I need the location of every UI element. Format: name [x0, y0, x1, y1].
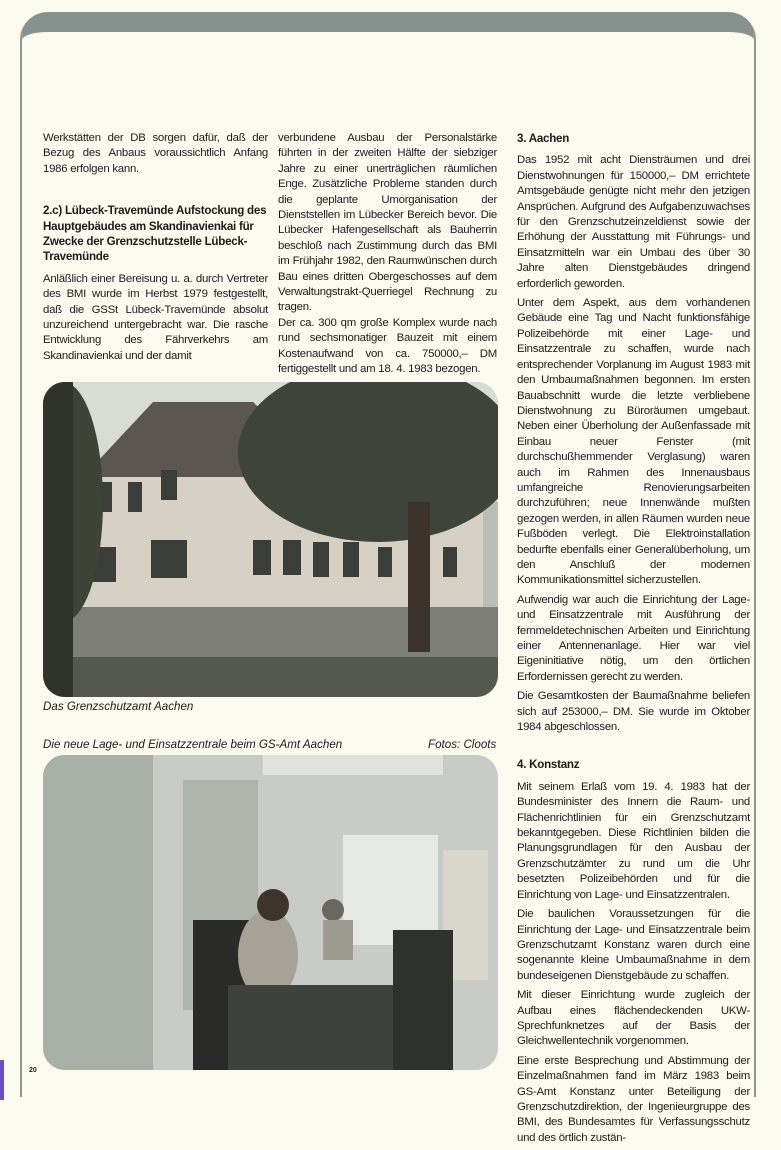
section-heading: 2.c) Lübeck-Travemünde Aufstockung des Hauptgebäudes am Skandinavienkai für Zwecke der Grenzschutzstelle Lübeck-Travemünde: [43, 204, 267, 264]
column-1: [43, 131, 268, 368]
paragraph: Anläßlich einer Bereisung u. a. durch Vertreter des BMI wurde im Herbst 1979 festgestellt, daß die GSSt Lübeck-Travemünde absolut unzureichend untergebracht war. Die rasche Entwicklung des Fährverkehrs am Skandinavienkai und der damit: [43, 272, 268, 362]
column-3: [517, 131, 750, 1150]
paragraph: Aufwendig war auch die Einrichtung der Lage- und Einsatzzentrale mit Ausführung der fernmeldetechnischen Arbeiten und Einrichtung einer Antennenanlage. Hier war viel Eigeninitiative nötig, um den örtlichen Erfordernissen gerecht zu werden.: [517, 593, 750, 683]
paragraph: verbundene Ausbau der Personalstärke führten in der zweiten Hälfte der siebziger Jahre zu einer unerträglichen räumlichen Enge. Zusätzliche Probleme standen durch die geplante Umorganisation der Dienststellen im Lübecker Bereich bevor. Die Lübecker Hafengesellschaft als Bauherrin beschloß nach Zustimmung durch das BMI im Frühjahr 1982, den Raumwünschen durch Bau eines dritten Obergeschosses auf dem Verwaltungstrakt-Querriegel Rechnung zu tragen.: [278, 132, 497, 314]
scan-edge: [0, 1060, 4, 1100]
paragraph: Mit seinem Erlaß vom 19. 4. 1983 hat der Bundesminister des Innern die Raum- und Flächenrichtlinien für ein Grenzschutzamt bekanntgegeben. Diese Richtlinien bilden die Planungsgrundlagen für den Ausbau der Grenzschutzämter zu rund um die Uhr besetzten Polizeibehörden und für die Einrichtung von Lage- und Einsatzzentralen.: [517, 780, 750, 901]
paragraph: Eine erste Besprechung und Abstimmung der Einzelmaßnahmen fand im März 1983 beim GS-Amt Konstanz unter Beteiligung der Grenzschutzdirektion, der Ingenieurgruppe des BMI, des Bundesamtes für Verfassungsschutz und des örtlich zustän-: [517, 1054, 750, 1144]
paragraph: Die Gesamtkosten der Baumaßnahme beliefen sich auf 253000,– DM. Sie wurde im Oktober 1984 abgeschlossen.: [517, 690, 750, 734]
paragraph: Das 1952 mit acht Diensträumen und drei Dienstwohnungen für 150000,– DM errichtete Amtsgebäude genügte nicht mehr den jetzigen Ansprüchen. Aufgrund des Aufgabenzuwachses für den Grenzschutzeinzeldienst sowie der Erhöhung der Ausstattung mit Führungs- und Einsatzmitteln war ein Umbau des über 30 Jahre alten Dienstgebäudes dringend erforderlich geworden.: [517, 154, 750, 290]
section-heading: 4. Konstanz: [517, 758, 580, 772]
paragraph: Werkstätten der DB sorgen dafür, daß der Bezug des Anbaus voraussichtlich Anfang 1986 erfolgen kann.: [43, 132, 268, 175]
paragraph: Die baulichen Voraussetzungen für die Einrichtung der Lage- und Einsatzzentrale beim Grenzschutzamt Konstanz waren durch eine sogenannte kleine Umbaumaßnahme in dem bundeseigenen Dienstgebäude zu schaffen.: [517, 908, 750, 982]
section-heading: 3. Aachen: [517, 132, 570, 145]
column-2: [278, 131, 497, 382]
paragraph: Mit dieser Einrichtung wurde zugleich der Aufbau eines flächendeckenden UKW-Sprechfunknetzes auf der Basis der Gleichwellentechnik vorgenommen.: [517, 989, 750, 1048]
photo-caption: Die neue Lage- und Einsatzzentrale beim GS-Amt Aachen: [43, 738, 343, 751]
paragraph: Unter dem Aspekt, aus dem vorhandenen Gebäude eine Tag und Nacht funktionsfähige Polizeibehörde mit einer Lage- und Einsatzzentrale zu schaffen, wurde nach entsprechender Vorplanung im August 1983 mit den Umbaumaßnahmen begonnen. Im ersten Bauabschnitt wurde die letzte verbliebene Dienstwohnung zu Büroräumen umgebaut. Neben einer Überholung der Außenfassade mit Einbau neuer Fenster (mit durchschußhemmender Verglasung) waren auch im Rahmen des Innenausbaus umfangreiche Renovierungsarbeiten durchzuführen; neue Innenwände mußten gezogen werden, in allen Räumen wurden neue Fußböden verlegt. Die Elektroinstallation bedurfte ebenfalls einer Generalüberholung, um den Anschluß der modernen Kommunikationsmittel sicherzustellen.: [517, 297, 750, 587]
photo-credit: Fotos: Cloots: [428, 738, 497, 751]
photo-caption: Das Grenzschutzamt Aachen: [43, 700, 194, 713]
paragraph: Der ca. 300 qm große Komplex wurde nach rund sechsmonatiger Bauzeit mit einem Kostenaufwand von ca. 750000,– DM fertiggestellt und am 18. 4. 1983 bezogen.: [278, 316, 497, 376]
page-number: 20: [29, 1067, 37, 1074]
photo-grenzschutzamt-building: [43, 382, 498, 697]
photo-operations-center: [43, 755, 498, 1070]
